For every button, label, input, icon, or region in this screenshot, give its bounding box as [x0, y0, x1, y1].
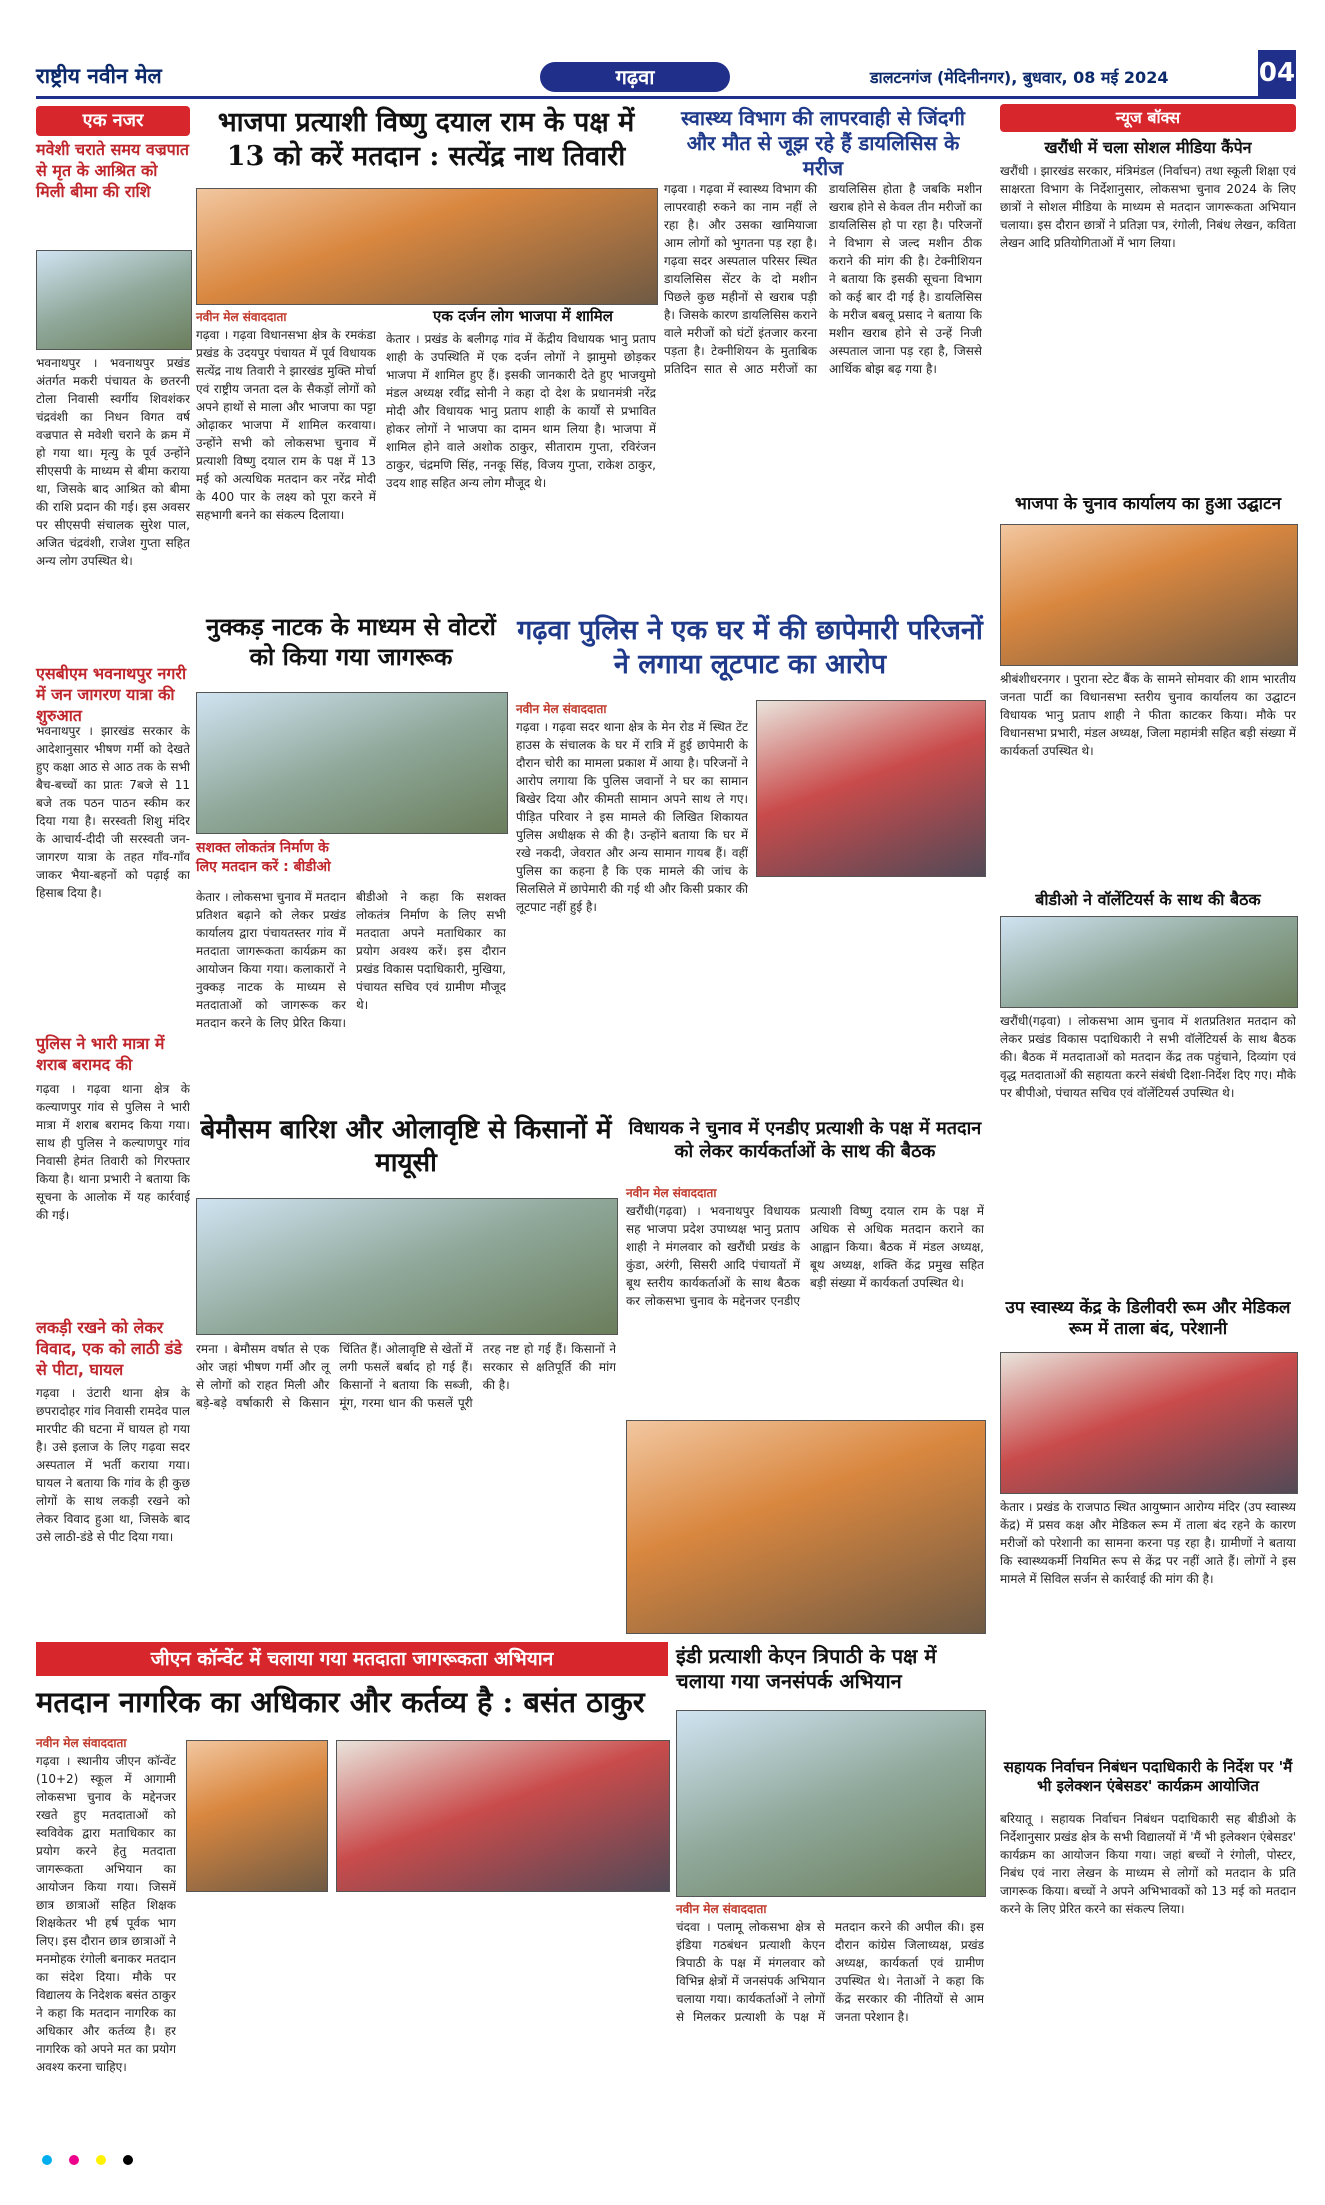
article-8-byline: नवीन मेल संवाददाता — [676, 1902, 767, 1916]
article-2-headline: स्वास्थ्य विभाग की लापरवाही से जिंदगी और मौत से जूझ रहे हैं डायलिसिस के मरीज — [681, 106, 965, 180]
masthead-brand: राष्ट्रीय नवीन मेल — [36, 63, 162, 88]
article-1-body-1: गढ़वा । गढ़वा विधानसभा क्षेत्र के रमकंडा प्रखंड के उदयपुर पंचायत में पूर्व विधायक सत्येंद्र नाथ तिवारी ने झारखंड मुक्ति मोर्चा एवं राष्ट्रीय जनता दल के सैकड़ों लोगों को अपने हाथों से माला और भाजपा का पट्टा ओढ़ाकर भाजपा में शामिल करवाया। उन्होंने सभी को लोकसभा चुनाव में प्रत्याशी विष्णु दयाल राम के पक्ष में 13 मई को अत्यधिक मतदान कर नरेंद्र मोदी के 400 पार के लक्ष्य को पूरा करने में सहभागी बनने का संकल्प दिलाया। — [196, 328, 376, 522]
left-body-4: गढ़वा । उंटारी थाना क्षेत्र के छपरादोहर गांव निवासी रामदेव पाल मारपीट की घटना में घायल हो गया है। उसे इलाज के लिए गढ़वा सदर अस्पताल में भर्ती कराया गया। घायल ने बताया कि गांव के ही कुछ लोगों के साथ लकड़ी रखने को लेकर विवाद हुआ था, जिसके बाद उसे लाठी-डंडे से पीट दिया गया। — [36, 1386, 190, 1544]
left-body-3: गढ़वा । गढ़वा थाना क्षेत्र के कल्याणपुर गांव से पुलिस ने भारी मात्रा में शराब बरामद किया गया। साथ ही पुलिस ने कल्याणपुर गांव निवासी हेमंत तिवारी को गिरफ्तार किया है। थाना प्रभारी ने बताया कि सूचना के आलोक में यह कार्रवाई की गई। — [36, 1082, 190, 1222]
article-4-body: गढ़वा । गढ़वा सदर थाना क्षेत्र के मेन रोड में स्थित टेंट हाउस के संचालक के घर में रात्रि में हुई छापेमारी के दौरान चोरी का मामला प्रकाश में आया है। परिजनों ने आरोप लगाया कि पुलिस जवानों ने घर का सामान बिखेर दिया और कीमती सामान अपने साथ ले गए। पीड़ित परिवार ने इस मामले की लिखित शिकायत पुलिस अधीक्षक से की है। उन्होंने बताया कि घर में रखे नकदी, जेवरात और अन्य सामान गायब हैं। वहीं पुलिस का कहना है कि एक मामले की जांच के सिलसिले में छापेमारी की गई थी और किसी प्रकार की लूटपाट नहीं हुई है। — [516, 720, 748, 914]
article-7-byline: नवीन मेल संवाददाता — [36, 1736, 127, 1750]
article-6-photo — [626, 1420, 986, 1634]
right-photo-3 — [1000, 916, 1298, 1008]
article-4-headline: गढ़वा पुलिस ने एक घर में की छापेमारी परिजनों ने लगाया लूटपाट का आरोप — [517, 615, 983, 680]
right-body-4: केतार । प्रखंड के राजपाठ स्थित आयुष्मान आरोग्य मंदिर (उप स्वास्थ्य केंद्र) में प्रसव कक्ष और मेडिकल रूम में ताला बंद रहने के कारण मरीजों को परेशानी का सामना करना पड़ रहा है। ग्रामीणों ने बताया कि स्वास्थ्यकर्मी नियमित रूप से केंद्र पर नहीं आते हैं। लोगों ने इस मामले में सिविल सर्जन से कार्रवाई की मांग की है। — [1000, 1500, 1296, 1586]
article-3-photo — [196, 692, 508, 834]
left-body-1: भवनाथपुर । भवनाथपुर प्रखंड अंतर्गत मकरी पंचायत के छतरनी टोला निवासी स्वर्गीय शिवशंकर चंद्रवंशी का निधन विगत वर्ष वज्रपात से मवेशी चराने के क्रम में हो गया था। मृत्यु के पूर्व उन्होंने सीएसपी के माध्यम से बीमा कराया था, जिसके बाद आश्रित को बीमा की राशि प्रदान की गई। इस अवसर पर सीएसपी संचालक सुरेश पाल, अजित चंद्रवंशी, राजेश गुप्ता सहित अन्य लोग उपस्थित थे। — [36, 356, 190, 568]
right-photo-2 — [1000, 524, 1298, 666]
article-3-body: केतार । लोकसभा चुनाव में मतदान प्रतिशत बढ़ाने को लेकर प्रखंड कार्यालय द्वारा पंचायतस्तर गांव में मतदाता जागरूकता कार्यक्रम का आयोजन किया गया। कलाकारों ने नुक्कड़ नाटक के माध्यम से मतदाताओं को जागरूक कर मतदान करने के लिए प्रेरित किया। बीडीओ ने कहा कि सशक्त लोकतंत्र निर्माण के लिए सभी मतदाता अपने मताधिकार का प्रयोग अवश्य करें। इस दौरान प्रखंड विकास पदाधिकारी, मुखिया, पंचायत सचिव एवं ग्रामीण मौजूद थे। — [196, 890, 506, 1030]
section-tag: गढ़वा — [540, 62, 730, 92]
article-4-byline: नवीन मेल संवाददाता — [516, 702, 607, 716]
registration-dot — [96, 2155, 106, 2165]
article-1-body-2: केतार । प्रखंड के बलीगढ़ गांव में केंद्रीय विधायक भानु प्रताप शाही के उपस्थिति में एक दर्जन लोगों ने झामुमो छोड़कर भाजपा में शामिल हुए हैं। इसकी जानकारी देते हुए भाजयुमो मंडल अध्यक्ष रवींद्र सोनी ने कहा दो देश के प्रधानमंत्री नरेंद्र मोदी और विधायक भानु प्रताप शाही के कार्यों से प्रभावित होकर लोगों ने भाजपा का दामन थाम लिया है। भाजपा में शामिल होने वाले अशोक ठाकुर, सीताराम गुप्ता, रविरंजन ठाकुर, चंद्रमणि सिंह, ननकू सिंह, विजय गुप्ता, राकेश ठाकुर, उदय शाह सहित अन्य लोग मौजूद थे। — [386, 332, 656, 490]
article-7-body: गढ़वा । स्थानीय जीएन कॉन्वेंट (10+2) स्कूल में आगामी लोकसभा चुनाव के मद्देनजर रखते हुए मतदाताओं को स्वविवेक द्वारा मताधिकार का प्रयोग करने हेतु मतदाता जागरूकता अभियान का आयोजन किया गया। जिसमें छात्र छात्राओं सहित शिक्षक शिक्षकेतर भी हर्ष पूर्वक भाग लिए। इस दौरान छात्र छात्राओं ने मनमोहक रंगोली बनाकर मतदान का संदेश दिया। मौके पर विद्यालय के निदेशक बसंत ठाकुर ने कहा कि मतदान नागरिक का अधिकार और कर्तव्य है। हर नागरिक को अपने मत का प्रयोग अवश्य करना चाहिए। — [36, 1754, 176, 2074]
left-headline-1: मवेशी चराते समय वज्रपात से मृत के आश्रित को मिली बीमा की राशि — [36, 140, 190, 201]
right-headline-5: सहायक निर्वाचन निबंधन पदाधिकारी के निर्देश पर 'मैं भी इलेक्शन एंबेसडर' कार्यक्रम आयोजित — [1003, 1758, 1293, 1795]
right-headline-4: उप स्वास्थ्य केंद्र के डिलीवरी रूम और मेडिकल रूम में ताला बंद, परेशानी — [1005, 1298, 1291, 1340]
masthead-rule — [36, 96, 1296, 99]
right-headline-3: बीडीओ ने वॉलेंटियर्स के साथ की बैठक — [1035, 890, 1261, 909]
right-column-header: न्यूज बॉक्स — [1000, 104, 1296, 132]
article-7-headline: मतदान नागरिक का अधिकार और कर्तव्य है : बसंत ठाकुर — [36, 1685, 645, 1719]
article-6-headline: विधायक ने चुनाव में एनडीए प्रत्याशी के पक्ष में मतदान को लेकर कार्यकर्ताओं के साथ की बैठक — [628, 1118, 982, 1162]
registration-dot — [42, 2155, 52, 2165]
left-headline-3: पुलिस ने भारी मात्रा में शराब बरामद की — [36, 1034, 165, 1074]
dateline: डालटनगंज (मेदिनीनगर), बुधवार, 08 मई 2024 — [870, 68, 1169, 87]
right-headline-2: भाजपा के चुनाव कार्यालय का हुआ उद्घाटन — [1014, 494, 1282, 514]
article-2-body: गढ़वा । गढ़वा में स्वास्थ्य विभाग की लापरवाही रुकने का नाम नहीं ले रहा है। और उसका खामियाजा आम लोगों को भुगतना पड़ रहा है। गढ़वा सदर अस्पताल परिसर स्थित डायलिसिस सेंटर के दो मशीन पिछले कुछ महीनों से खराब पड़ी है। जिसके कारण डायलिसिस कराने वाले मरीजों को घंटों इंतजार करना पड़ता है। टेक्नीशियन के मुताबिक प्रतिदिन सात से आठ मरीजों का डायलिसिस होता है जबकि मशीन खराब होने से केवल तीन मरीजों का डायलिसिस हो पा रहा है। परिजनों ने विभाग से जल्द मशीन ठीक कराने की मांग की है। टेक्नीशियन ने बताया कि इसकी सूचना विभाग को कई बार दी गई है। डायलिसिस के मरीज बबलू प्रसाद ने बताया कि मशीन खराब होने से उन्हें निजी अस्पताल जाना पड़ रहा है, जिससे आर्थिक बोझ बढ़ गया है। — [664, 182, 982, 376]
article-5-photo — [196, 1198, 618, 1335]
registration-dot — [123, 2155, 133, 2165]
page-number: 04 — [1258, 50, 1296, 96]
article-1-subhead: एक दर्जन लोग भाजपा में शामिल — [433, 307, 613, 325]
article-3-subhead: सशक्त लोकतंत्र निर्माण के लिए मतदान करें : बीडीओ — [196, 840, 331, 875]
article-5-headline: बेमौसम बारिश और ओलावृष्टि से किसानों में मायूसी — [200, 1115, 612, 1178]
left-headline-4: लकड़ी रखने को लेकर विवाद, एक को लाठी डंडे से पीटा, घायल — [36, 1318, 183, 1379]
article-4-photo — [756, 700, 986, 877]
article-7-photo-2 — [336, 1740, 670, 1892]
right-body-1: खरौंधी । झारखंड सरकार, मंत्रिमंडल (निर्वाचन) तथा स्कूली शिक्षा एवं साक्षरता विभाग के निर्देशानुसार, लोकसभा चुनाव 2024 के लिए छात्रों ने सोशल मीडिया के माध्यम से मतदान जागरूकता अभियान चलाया। इस दौरान छात्रों ने प्रतिज्ञा पत्र, रंगोली, निबंध लेखन, कविता लेखन आदि प्रतियोगिताओं में भाग लिया। — [1000, 164, 1296, 250]
right-headline-1: खरौंधी में चला सोशल मीडिया कैंपेन — [1044, 138, 1252, 157]
left-headline-2: एसबीएम भवनाथपुर नगरी में जन जागरण यात्रा की शुरुआत — [36, 664, 187, 725]
right-photo-4 — [1000, 1352, 1298, 1494]
article-1-byline: नवीन मेल संवाददाता — [196, 310, 287, 324]
left-column-header: एक नजर — [36, 106, 190, 136]
article-1-photo — [196, 188, 658, 305]
article-3-headline: नुक्कड़ नाटक के माध्यम से वोटरों को किया गया जागरूक — [206, 612, 496, 671]
article-7-banner: जीएन कॉन्वेंट में चलाया गया मतदाता जागरूकता अभियान — [36, 1642, 668, 1676]
right-body-3: खरौंधी(गढ़वा) । लोकसभा आम चुनाव में शतप्रतिशत मतदान को लेकर प्रखंड विकास पदाधिकारी ने सभी वॉलेंटियर्स के साथ बैठक की। बैठक में मतदाताओं को मतदान केंद्र तक पहुंचाने, दिव्यांग एवं वृद्ध मतदाताओं की सहायता करने संबंधी दिशा-निर्देश दिए गए। मौके पर बीपीओ, पंचायत सचिव एवं वॉलेंटियर्स उपस्थित थे। — [1000, 1014, 1296, 1100]
article-1-headline: भाजपा प्रत्याशी विष्णु दयाल राम के पक्ष में 13 को करें मतदान : सत्येंद्र नाथ तिवारी — [217, 107, 635, 172]
article-8-headline: इंडी प्रत्याशी केएन त्रिपाठी के पक्ष में चलाया गया जनसंपर्क अभियान — [676, 1644, 937, 1693]
article-8-photo — [676, 1710, 986, 1897]
article-7-photo-1 — [186, 1740, 328, 1892]
registration-dot — [69, 2155, 79, 2165]
right-body-5: बरियातू । सहायक निर्वाचन निबंधन पदाधिकारी सह बीडीओ के निर्देशानुसार प्रखंड क्षेत्र के सभी विद्यालयों में 'मैं भी इलेक्शन एंबेसडर' कार्यक्रम का आयोजन किया गया। जहां बच्चों ने रंगोली, पोस्टर, निबंध एवं नारा लेखन के माध्यम से लोगों को मतदान के प्रति जागरूक किया। बच्चों ने अपने अभिभावकों को 13 मई को मतदान करने के लिए प्रेरित करने का संकल्प लिया। — [1000, 1812, 1296, 1916]
left-photo-1 — [36, 250, 192, 350]
article-5-body: रमना । बेमौसम वर्षात से एक ओर जहां भीषण गर्मी और लू से लोगों को राहत मिली और बड़े-बड़े वर्षाकारी से किसान चिंतित हैं। ओलावृष्टि से खेतों में लगी फसलें बर्बाद हो गई हैं। किसानों ने बताया कि सब्जी, मूंग, गरमा धान की फसलें पूरी तरह नष्ट हो गई हैं। किसानों ने सरकार से क्षतिपूर्ति की मांग की है। — [196, 1342, 616, 1410]
article-8-body: चंदवा । पलामू लोकसभा क्षेत्र से इंडिया गठबंधन प्रत्याशी केएन त्रिपाठी के पक्ष में मंगलवार को विभिन्न क्षेत्रों में जनसंपर्क अभियान चलाया गया। कार्यकर्ताओं ने लोगों से मिलकर प्रत्याशी के पक्ष में मतदान करने की अपील की। इस दौरान कांग्रेस जिलाध्यक्ष, प्रखंड अध्यक्ष, कार्यकर्ता एवं ग्रामीण उपस्थित थे। नेताओं ने कहा कि केंद्र सरकार की नीतियों से आम जनता परेशान है। — [676, 1920, 984, 2024]
article-6-byline: नवीन मेल संवाददाता — [626, 1186, 717, 1200]
right-body-2: श्रीबंशीधरनगर । पुराना स्टेट बैंक के सामने सोमवार की शाम भारतीय जनता पार्टी का विधानसभा स्तरीय चुनाव कार्यालय का उद्घाटन विधायक भानु प्रताप शाही ने फीता काटकर किया। मौके पर विधानसभा प्रभारी, मंडल अध्यक्ष, जिला महामंत्री सहित बड़ी संख्या में कार्यकर्ता उपस्थित थे। — [1000, 672, 1296, 758]
color-registration-strip — [36, 2150, 1296, 2162]
left-body-2: भवनाथपुर । झारखंड सरकार के आदेशानुसार भीषण गर्मी को देखते हुए कक्षा आठ से आठ तक के सभी बैच-बच्चों का प्रातः 7बजे से 11 बजे तक पठन पाठन स्कीम कर दिया गया है। सरस्वती शिशु मंदिर के आचार्य-दीदी जी सरस्वती जन-जागरण यात्रा के तहत गाँव-गाँव जाकर भैया-बहनों को पढ़ाई का हिसाब दिया है। — [36, 724, 190, 900]
article-6-body: खरौंधी(गढ़वा) । भवनाथपुर विधायक सह भाजपा प्रदेश उपाध्यक्ष भानु प्रताप शाही ने मंगलवार को खरौंधी प्रखंड के कुंडा, अरंगी, सिसरी आदि पंचायतों में बूथ स्तरीय कार्यकर्ताओं के साथ बैठक कर लोकसभा चुनाव के मद्देनजर एनडीए प्रत्याशी विष्णु दयाल राम के पक्ष में अधिक से अधिक मतदान कराने का आह्वान किया। बैठक में मंडल अध्यक्ष, बूथ अध्यक्ष, शक्ति केंद्र प्रमुख सहित बड़ी संख्या में कार्यकर्ता उपस्थित थे। — [626, 1204, 984, 1308]
